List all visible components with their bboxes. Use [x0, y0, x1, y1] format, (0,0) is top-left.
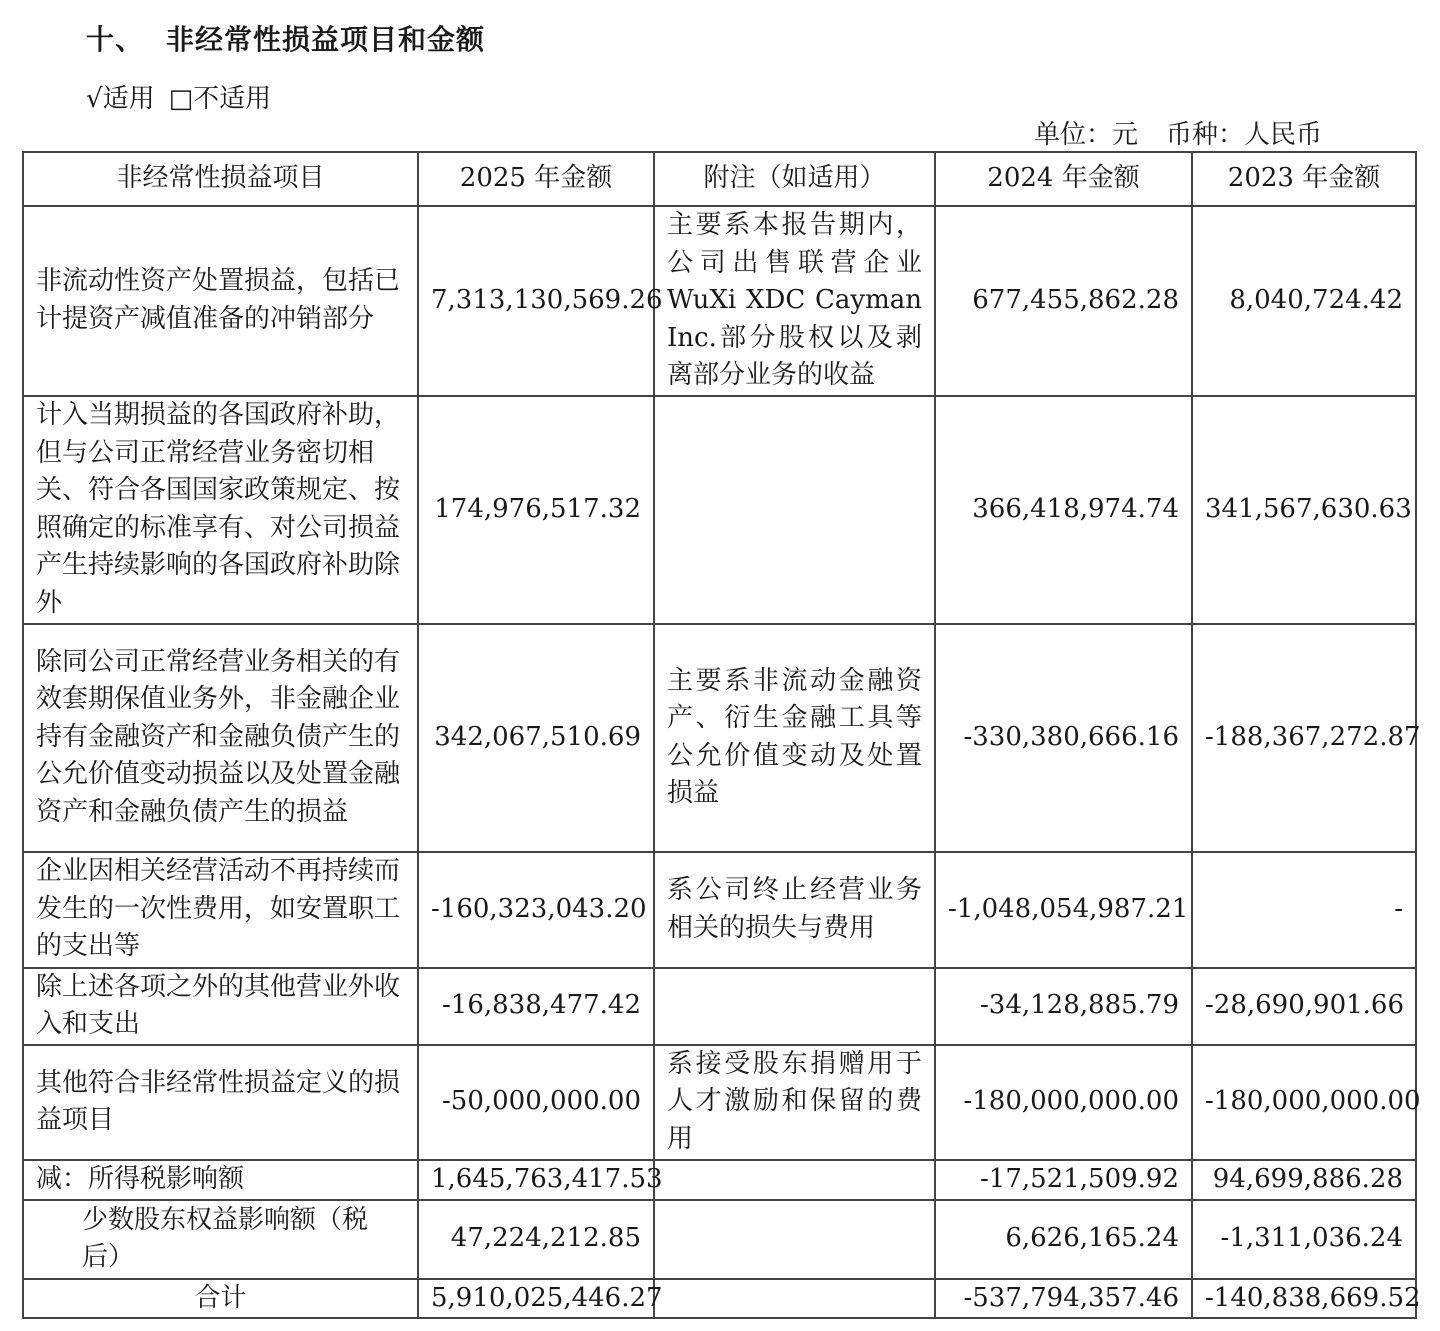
row-note: [654, 968, 935, 1045]
row-amount-2025: 1,645,763,417.53: [418, 1160, 654, 1200]
row-item: 非流动性资产处置损益，包括已计提资产减值准备的冲销部分: [23, 206, 418, 396]
row-note: [654, 396, 935, 624]
row-amount-2025: 47,224,212.85: [418, 1200, 654, 1279]
row-amount-2024: -34,128,885.79: [935, 968, 1192, 1045]
row-item: 合计: [23, 1279, 418, 1319]
row-amount-2025: 5,910,025,446.27: [418, 1279, 654, 1319]
row-amount-2025: 174,976,517.32: [418, 396, 654, 624]
table-row: [23, 852, 1416, 968]
row-amount-2023: -28,690,901.66: [1192, 968, 1416, 1045]
row-amount-2023: 8,040,724.42: [1192, 206, 1416, 396]
row-note: 主要系非流动金融资产、衍生金融工具等公允价值变动及处置损益: [654, 624, 935, 852]
header-amount-2023: 2023 年金额: [1192, 152, 1416, 206]
header-note: 附注（如适用）: [654, 152, 935, 206]
row-amount-2023: -: [1192, 852, 1416, 968]
row-amount-2023: -180,000,000.00: [1192, 1045, 1416, 1160]
row-amount-2024: 6,626,165.24: [935, 1200, 1192, 1279]
row-note: [654, 1279, 935, 1319]
header-amount-2024: 2024 年金额: [935, 152, 1192, 206]
applicability-options: [86, 78, 271, 115]
row-amount-2024: -1,048,054,987.21: [935, 852, 1192, 968]
row-amount-2025: 342,067,510.69: [418, 624, 654, 852]
row-item: 企业因相关经营活动不再持续而发生的一次性费用，如安置职工的支出等: [23, 852, 418, 968]
row-item: 减：所得税影响额: [23, 1160, 418, 1200]
currency-label: 币种：人民币: [1165, 120, 1322, 150]
unit-currency-line: [1034, 114, 1322, 151]
not-applicable-option: □不适用: [168, 84, 272, 114]
row-note: 系公司终止经营业务相关的损失与费用: [654, 852, 935, 968]
row-amount-2024: -330,380,666.16: [935, 624, 1192, 852]
row-note: [654, 1160, 935, 1200]
row-amount-2025: -50,000,000.00: [418, 1045, 654, 1160]
table-row-total: [23, 1279, 1416, 1319]
header-amount-2025: 2025 年金额: [418, 152, 654, 206]
non-recurring-gains-losses-table: [22, 151, 1421, 1319]
row-amount-2024: -17,521,509.92: [935, 1160, 1192, 1200]
row-amount-2024: 366,418,974.74: [935, 396, 1192, 624]
row-amount-2025: -160,323,043.20: [418, 852, 654, 968]
applicable-option: √适用: [86, 84, 155, 114]
header-item: 非经常性损益项目: [23, 152, 418, 206]
row-amount-2023: 341,567,630.63: [1192, 396, 1416, 624]
row-amount-2024: 677,455,862.28: [935, 206, 1192, 396]
row-amount-2024: -180,000,000.00: [935, 1045, 1192, 1160]
table-row: [23, 396, 1416, 624]
row-item: 计入当期损益的各国政府补助，但与公司正常经营业务密切相关、符合各国国家政策规定、按照确定的标准享有、对公司损益产生持续影响的各国政府补助除外: [23, 396, 418, 624]
row-note: 主要系本报告期内，公司出售联营企业WuXi XDC Cayman Inc.部分股权以及剥离部分业务的收益: [654, 206, 935, 396]
row-item: 其他符合非经常性损益定义的损益项目: [23, 1045, 418, 1160]
row-amount-2023: -188,367,272.87: [1192, 624, 1416, 852]
table-header-row: [23, 152, 1416, 206]
row-amount-2023: -140,838,669.52: [1192, 1279, 1416, 1319]
section-title: 非经常性损益项目和金额: [166, 23, 486, 56]
row-item: 少数股东权益影响额（税后）: [23, 1200, 418, 1279]
row-amount-2023: 94,699,886.28: [1192, 1160, 1416, 1200]
table-row: [23, 1200, 1416, 1279]
row-amount-2025: -16,838,477.42: [418, 968, 654, 1045]
row-note: [654, 1200, 935, 1279]
section-heading: [86, 18, 485, 58]
row-amount-2025: 7,313,130,569.26: [418, 206, 654, 396]
table-row: [23, 1045, 1416, 1160]
row-amount-2024: -537,794,357.46: [935, 1279, 1192, 1319]
table-row: [23, 624, 1416, 852]
table-row: [23, 1160, 1416, 1200]
row-item: 除同公司正常经营业务相关的有效套期保值业务外，非金融企业持有金融资产和金融负债产生的公允价值变动损益以及处置金融资产和金融负债产生的损益: [23, 624, 418, 852]
row-note: 系接受股东捐赠用于人才激励和保留的费用: [654, 1045, 935, 1160]
section-number: 十、: [86, 23, 145, 56]
row-item: 除上述各项之外的其他营业外收入和支出: [23, 968, 418, 1045]
table-row: [23, 968, 1416, 1045]
row-amount-2023: -1,311,036.24: [1192, 1200, 1416, 1279]
table-row: [23, 206, 1416, 396]
unit-label: 单位：元: [1033, 120, 1138, 150]
